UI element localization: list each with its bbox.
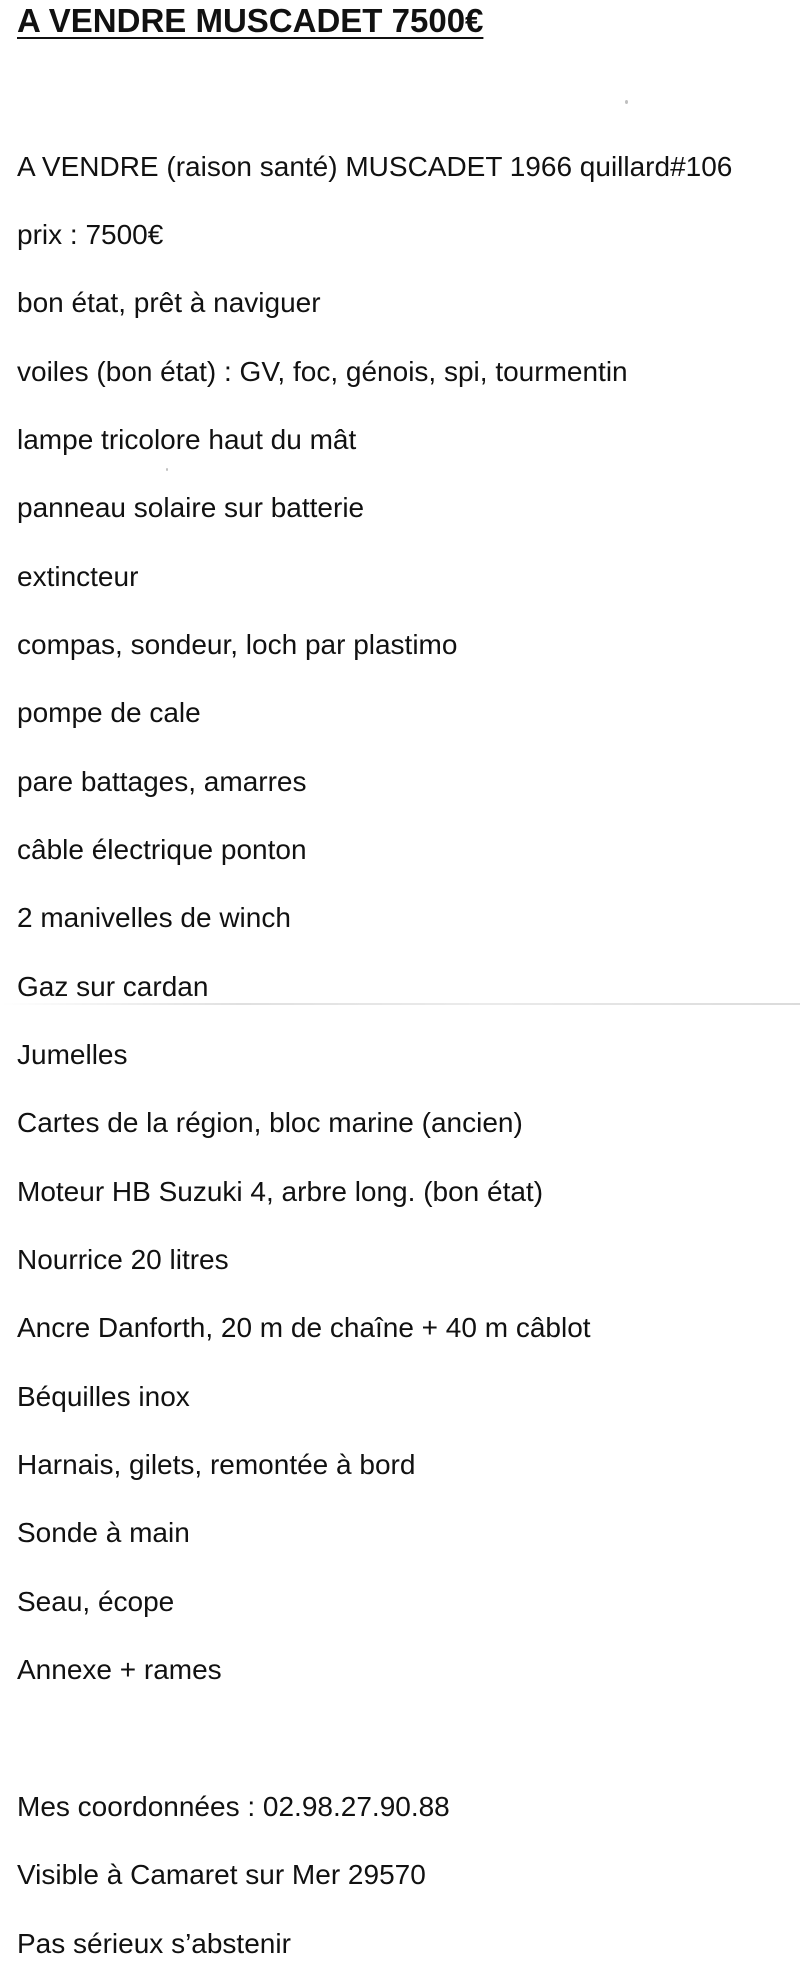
- ad-line: Ancre Danforth, 20 m de chaîne + 40 m câblot: [17, 1312, 591, 1343]
- ad-line: lampe tricolore haut du mât: [17, 424, 357, 455]
- ad-line: Seau, écope: [17, 1586, 175, 1617]
- contact-location: Visible à Camaret sur Mer 29570: [17, 1859, 426, 1890]
- ad-line: câble électrique ponton: [17, 834, 307, 865]
- ad-line: panneau solaire sur batterie: [17, 492, 365, 523]
- contact-phone: Mes coordonnées : 02.98.27.90.88: [17, 1791, 450, 1822]
- ad-line: voiles (bon état) : GV, foc, génois, spi, tourmentin: [17, 356, 628, 387]
- ad-line: compas, sondeur, loch par plastimo: [17, 629, 458, 660]
- ad-line: extincteur: [17, 561, 139, 592]
- paper-fold-line: [0, 1003, 800, 1005]
- ad-line: Jumelles: [17, 1039, 128, 1070]
- ad-line: Moteur HB Suzuki 4, arbre long. (bon état): [17, 1176, 544, 1207]
- ad-line: bon état, prêt à naviguer: [17, 287, 321, 318]
- ad-line: Nourrice 20 litres: [17, 1244, 229, 1275]
- ad-title: A VENDRE MUSCADET 7500€: [17, 2, 484, 39]
- ad-line: Harnais, gilets, remontée à bord: [17, 1449, 416, 1480]
- ad-line: A VENDRE (raison santé) MUSCADET 1966 quillard#106: [17, 151, 733, 182]
- ad-line: Gaz sur cardan: [17, 971, 209, 1002]
- ad-line: prix : 7500€: [17, 219, 164, 250]
- ad-line: Annexe + rames: [17, 1654, 222, 1685]
- scan-speck: [166, 468, 168, 471]
- ad-line: 2 manivelles de winch: [17, 902, 291, 933]
- contact-note: Pas sérieux s’abstenir: [17, 1928, 291, 1959]
- scan-speck: [625, 100, 628, 104]
- ad-line: Sonde à main: [17, 1517, 190, 1548]
- ad-line: Cartes de la région, bloc marine (ancien): [17, 1107, 523, 1138]
- ad-line: pompe de cale: [17, 697, 201, 728]
- ad-line: Béquilles inox: [17, 1381, 190, 1412]
- ad-line: pare battages, amarres: [17, 766, 307, 797]
